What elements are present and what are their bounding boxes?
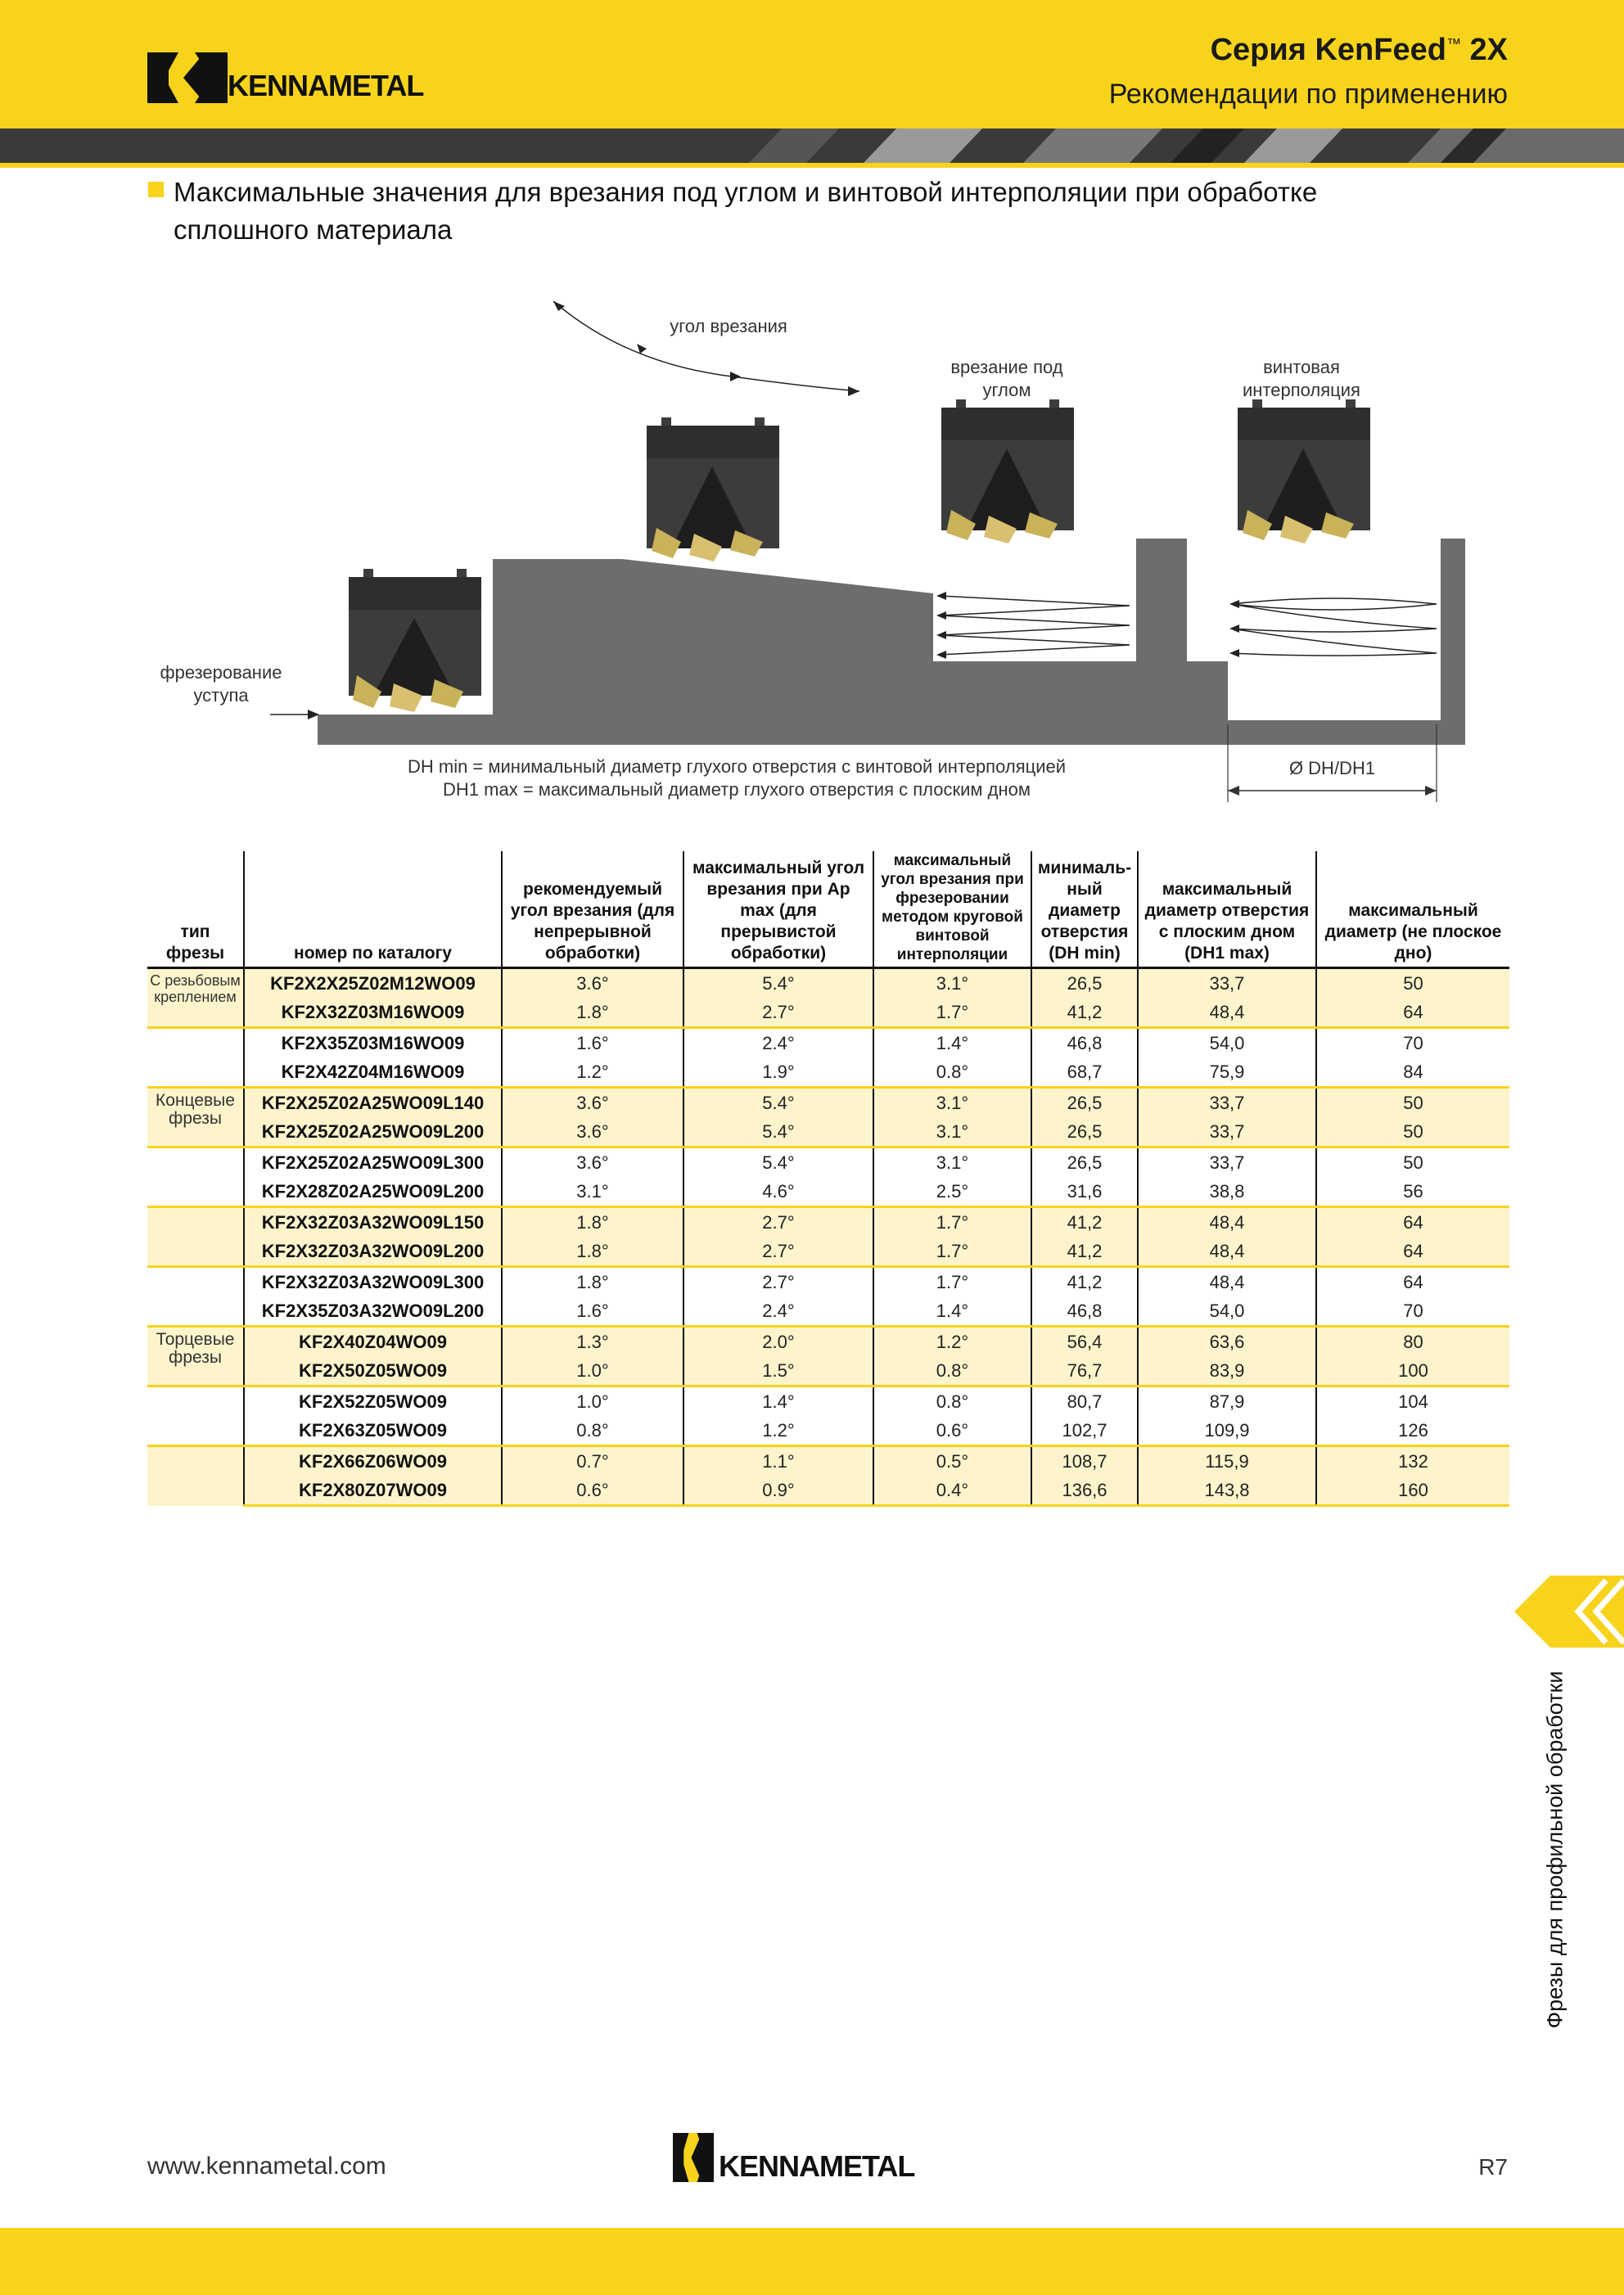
- rec-angle-cell: 1.0°: [502, 1356, 683, 1386]
- dh-min-cell: 26,5: [1031, 1117, 1138, 1148]
- cutter-ramp-top-icon: [647, 417, 779, 561]
- table-row: [147, 1148, 1509, 1178]
- catalog-cell: KF2X35Z03M16WO09: [244, 1028, 502, 1058]
- rec-angle-cell: 1.2°: [502, 1057, 683, 1088]
- header-subtitle: Рекомендации по применению: [1108, 79, 1508, 110]
- table-row: [147, 1416, 1509, 1446]
- helical-angle-cell: 1.4°: [873, 1028, 1031, 1058]
- dh-min-cell: 46,8: [1031, 1296, 1138, 1327]
- max-angle-cell: 1.4°: [683, 1386, 873, 1417]
- catalog-cell: KF2X25Z02A25WO09L140: [244, 1088, 502, 1118]
- footer-band: [0, 2228, 1624, 2295]
- header-stripe: [0, 129, 1624, 163]
- col-header-dh1-max: максимальный диаметр отверстия с плоским дном (DH1 max): [1138, 851, 1316, 968]
- helical-angle-cell: 2.5°: [873, 1177, 1031, 1207]
- max-dia-cell: 56: [1316, 1177, 1509, 1207]
- max-angle-cell: 1.1°: [683, 1446, 873, 1477]
- table-row: [147, 1117, 1509, 1148]
- table-row: [147, 1476, 1509, 1506]
- dh1-max-cell: 48,4: [1138, 1237, 1316, 1267]
- table-row: [147, 1386, 1509, 1417]
- catalog-cell: KF2X42Z04M16WO09: [244, 1057, 502, 1088]
- section-title: Максимальные значения для врезания под углом и винтовой интерполяции при обработке сплошного материала: [174, 177, 1318, 245]
- helical-angle-cell: 0.8°: [873, 1386, 1031, 1417]
- type-cell-end: Концевые фрезы: [147, 1088, 244, 1148]
- max-dia-cell: 84: [1316, 1057, 1509, 1088]
- dh1-max-cell: 83,9: [1138, 1356, 1316, 1386]
- label-ramping: [917, 356, 1097, 402]
- max-dia-cell: 50: [1316, 1148, 1509, 1178]
- label-ramping-line2: углом: [982, 380, 1031, 400]
- catalog-cell: KF2X50Z05WO09: [244, 1356, 502, 1386]
- dh-min-cell: 68,7: [1031, 1057, 1138, 1088]
- dh1-max-cell: 33,7: [1138, 1117, 1316, 1148]
- machining-diagram: [0, 278, 1624, 818]
- helical-angle-cell: 0.8°: [873, 1057, 1031, 1088]
- max-dia-cell: 126: [1316, 1416, 1509, 1446]
- max-angle-cell: 2.0°: [683, 1327, 873, 1357]
- catalog-cell: KF2X66Z06WO09: [244, 1446, 502, 1477]
- type-cell-empty: [147, 1446, 244, 1506]
- page-number: R7: [1478, 2154, 1508, 2180]
- label-diameter: Ø DH/DH1: [1288, 758, 1376, 778]
- dh1-max-cell: 54,0: [1138, 1028, 1316, 1058]
- col-header-max-angle: максимальный угол врезания при Ap max (для прерывистой обработки): [683, 851, 873, 968]
- rec-angle-cell: 1.3°: [502, 1327, 683, 1357]
- cutter-helical-icon: [1238, 399, 1370, 543]
- max-angle-cell: 1.5°: [683, 1356, 873, 1386]
- dh-min-cell: 108,7: [1031, 1446, 1138, 1477]
- max-angle-cell: 2.7°: [683, 1267, 873, 1297]
- dh-min-cell: 26,5: [1031, 968, 1138, 999]
- dh1-max-cell: 63,6: [1138, 1327, 1316, 1357]
- max-angle-cell: 2.7°: [683, 1207, 873, 1238]
- dh1-max-cell: 38,8: [1138, 1177, 1316, 1207]
- rec-angle-cell: 0.6°: [502, 1476, 683, 1506]
- dh1-max-cell: 33,7: [1138, 1088, 1316, 1118]
- table-row: [147, 1446, 1509, 1477]
- kennametal-k-icon: [673, 2133, 714, 2182]
- max-dia-cell: 50: [1316, 1117, 1509, 1148]
- table-row: [147, 1356, 1509, 1386]
- max-dia-cell: 50: [1316, 1088, 1509, 1118]
- max-dia-cell: 50: [1316, 968, 1509, 999]
- catalog-cell: KF2X25Z02A25WO09L200: [244, 1117, 502, 1148]
- label-shoulder-line2: уступа: [193, 685, 249, 706]
- max-dia-cell: 64: [1316, 998, 1509, 1028]
- max-dia-cell: 64: [1316, 1267, 1509, 1297]
- catalog-cell: KF2X63Z05WO09: [244, 1416, 502, 1446]
- type-cell-empty: [147, 1267, 244, 1327]
- dh-min-cell: 41,2: [1031, 998, 1138, 1028]
- table-row: [147, 1088, 1509, 1118]
- rec-angle-cell: 1.6°: [502, 1296, 683, 1327]
- col-header-max-dia: максимальный диаметр (не плоское дно): [1316, 851, 1509, 968]
- note-dh-min: DH min = минимальный диаметр глухого отверстия с винтовой интерполяцией: [407, 756, 1067, 777]
- helical-angle-cell: 1.4°: [873, 1296, 1031, 1327]
- max-angle-cell: 5.4°: [683, 968, 873, 999]
- table-row: [147, 998, 1509, 1028]
- type-cell-screw: С резьбовым креплением: [147, 968, 244, 1028]
- rec-angle-cell: 1.8°: [502, 998, 683, 1028]
- footer-logo: [673, 2133, 951, 2187]
- dh-min-cell: 26,5: [1031, 1148, 1138, 1178]
- series-suffix: 2X: [1460, 33, 1508, 67]
- header-yellow-line: [0, 163, 1624, 168]
- catalog-cell: KF2X52Z05WO09: [244, 1386, 502, 1417]
- col-header-catalog: номер по каталогу: [244, 851, 502, 968]
- type-cell-shell: Торцевые фрезы: [147, 1327, 244, 1386]
- cutter-shoulder-icon: [349, 569, 481, 712]
- type-cell-empty: [147, 1207, 244, 1267]
- dh-min-cell: 41,2: [1031, 1267, 1138, 1297]
- rec-angle-cell: 1.0°: [502, 1386, 683, 1417]
- helical-angle-cell: 0.5°: [873, 1446, 1031, 1477]
- catalog-cell: KF2X32Z03A32WO09L150: [244, 1207, 502, 1238]
- dh-min-cell: 26,5: [1031, 1088, 1138, 1118]
- table-row: [147, 1267, 1509, 1297]
- table-row: [147, 968, 1509, 999]
- helical-angle-cell: 3.1°: [873, 968, 1031, 999]
- max-dia-cell: 100: [1316, 1356, 1509, 1386]
- helical-angle-cell: 3.1°: [873, 1088, 1031, 1118]
- helical-angle-cell: 0.8°: [873, 1356, 1031, 1386]
- cutter-ramping-icon: [941, 399, 1074, 543]
- dh1-max-cell: 48,4: [1138, 1267, 1316, 1297]
- helical-angle-cell: 3.1°: [873, 1148, 1031, 1178]
- dh1-max-cell: 33,7: [1138, 1148, 1316, 1178]
- footer-url[interactable]: www.kennametal.com: [147, 2153, 386, 2180]
- type-cell-empty: [147, 1028, 244, 1088]
- rec-angle-cell: 3.6°: [502, 1088, 683, 1118]
- catalog-cell: KF2X2X25Z02M12WO09: [244, 968, 502, 999]
- dh1-max-cell: 115,9: [1138, 1446, 1316, 1477]
- table-header-row: [147, 851, 1509, 968]
- series-tm: ™: [1446, 35, 1461, 52]
- table-row: [147, 1177, 1509, 1207]
- dh1-max-cell: 48,4: [1138, 998, 1316, 1028]
- helical-angle-cell: 1.7°: [873, 1207, 1031, 1238]
- header-logo: [147, 51, 426, 105]
- dh-min-cell: 31,6: [1031, 1177, 1138, 1207]
- dh1-max-cell: 109,9: [1138, 1416, 1316, 1446]
- max-dia-cell: 64: [1316, 1237, 1509, 1267]
- max-dia-cell: 132: [1316, 1446, 1509, 1477]
- catalog-cell: KF2X32Z03M16WO09: [244, 998, 502, 1028]
- col-header-rec-angle: рекомендуемый угол врезания (для непрерывной обработки): [502, 851, 683, 968]
- shoulder-arrowhead: [308, 710, 319, 719]
- dh-min-cell: 46,8: [1031, 1028, 1138, 1058]
- helical-angle-cell: 1.7°: [873, 1267, 1031, 1297]
- max-dia-cell: 70: [1316, 1028, 1509, 1058]
- series-title: [1211, 33, 1508, 68]
- rec-angle-cell: 1.8°: [502, 1267, 683, 1297]
- catalog-cell: KF2X25Z02A25WO09L300: [244, 1148, 502, 1178]
- type-cell-empty: [147, 1386, 244, 1446]
- table-row: [147, 1296, 1509, 1327]
- dh-min-cell: 41,2: [1031, 1207, 1138, 1238]
- rec-angle-cell: 3.6°: [502, 968, 683, 999]
- side-tab-label: [1498, 1662, 1613, 2038]
- rec-angle-cell: 1.8°: [502, 1207, 683, 1238]
- table-row: [147, 1237, 1509, 1267]
- helical-angle-cell: 1.7°: [873, 998, 1031, 1028]
- max-dia-cell: 104: [1316, 1386, 1509, 1417]
- helical-angle-cell: 1.7°: [873, 1237, 1031, 1267]
- dh1-max-cell: 54,0: [1138, 1296, 1316, 1327]
- catalog-cell: KF2X32Z03A32WO09L300: [244, 1267, 502, 1297]
- helical-angle-cell: 1.2°: [873, 1327, 1031, 1357]
- col-header-max-helical: максимальный угол врезания при фрезеровании методом круговой винтовой интерполяции: [873, 851, 1031, 968]
- dh-min-cell: 76,7: [1031, 1356, 1138, 1386]
- max-angle-cell: 5.4°: [683, 1117, 873, 1148]
- rec-angle-cell: 3.6°: [502, 1117, 683, 1148]
- max-dia-cell: 80: [1316, 1327, 1509, 1357]
- header-brand-name: KENNAMETAL: [228, 69, 424, 102]
- label-ramp-angle: угол врезания: [670, 316, 787, 336]
- table-row: [147, 1327, 1509, 1357]
- label-shoulder: [139, 661, 303, 707]
- table-row: [147, 1207, 1509, 1238]
- type-cell-empty: [147, 1148, 244, 1207]
- kennametal-k-icon: [147, 52, 228, 103]
- dh1-max-cell: 75,9: [1138, 1057, 1316, 1088]
- cutter-data-table: [147, 851, 1509, 1507]
- label-helical: [1211, 356, 1392, 402]
- max-angle-cell: 0.9°: [683, 1476, 873, 1506]
- max-dia-cell: 70: [1316, 1296, 1509, 1327]
- dh-min-cell: 41,2: [1031, 1237, 1138, 1267]
- dh-min-cell: 102,7: [1031, 1416, 1138, 1446]
- max-angle-cell: 2.4°: [683, 1296, 873, 1327]
- rec-angle-cell: 0.7°: [502, 1446, 683, 1477]
- helical-pocket: [1228, 593, 1441, 720]
- max-angle-cell: 2.7°: [683, 998, 873, 1028]
- rec-angle-cell: 1.6°: [502, 1028, 683, 1058]
- series-prefix: Серия KenFeed: [1210, 33, 1446, 67]
- dh-min-cell: 136,6: [1031, 1476, 1138, 1506]
- chevron-left-icon: [1514, 1576, 1624, 1648]
- rec-angle-cell: 1.8°: [502, 1237, 683, 1267]
- col-header-type: тип фрезы: [147, 851, 244, 968]
- dh1-max-cell: 143,8: [1138, 1476, 1316, 1506]
- max-angle-cell: 4.6°: [683, 1177, 873, 1207]
- bullet-square-icon: [148, 182, 164, 197]
- dh1-max-cell: 87,9: [1138, 1386, 1316, 1417]
- col-header-dh-min: минималь-ный диаметр отверстия (DH min): [1031, 851, 1138, 968]
- helical-angle-cell: 3.1°: [873, 1117, 1031, 1148]
- table-row: [147, 1057, 1509, 1088]
- max-angle-cell: 1.9°: [683, 1057, 873, 1088]
- max-angle-cell: 2.7°: [683, 1237, 873, 1267]
- dh-min-cell: 56,4: [1031, 1327, 1138, 1357]
- dh1-max-cell: 33,7: [1138, 968, 1316, 999]
- rec-angle-cell: 3.1°: [502, 1177, 683, 1207]
- max-dia-cell: 64: [1316, 1207, 1509, 1238]
- rec-angle-cell: 0.8°: [502, 1416, 683, 1446]
- helical-angle-cell: 0.6°: [873, 1416, 1031, 1446]
- max-angle-cell: 5.4°: [683, 1148, 873, 1178]
- label-helical-line1: винтовая: [1263, 357, 1340, 377]
- side-tab-text: Фрезы для профильной обработки: [1542, 1671, 1568, 2029]
- label-shoulder-line1: фрезерование: [160, 662, 282, 683]
- dh1-max-cell: 48,4: [1138, 1207, 1316, 1238]
- footer-brand-name: KENNAMETAL: [719, 2149, 915, 2183]
- side-tab-chevron: [1514, 1576, 1624, 1648]
- catalog-cell: KF2X35Z03A32WO09L200: [244, 1296, 502, 1327]
- ramp-pocket: [933, 593, 1136, 661]
- catalog-cell: KF2X80Z07WO09: [244, 1476, 502, 1506]
- label-helical-line2: интерполяция: [1243, 380, 1360, 400]
- label-ramping-line1: врезание под: [950, 357, 1063, 377]
- catalog-cell: KF2X32Z03A32WO09L200: [244, 1237, 502, 1267]
- table-row: [147, 1028, 1509, 1058]
- catalog-cell: KF2X40Z04WO09: [244, 1327, 502, 1357]
- max-angle-cell: 2.4°: [683, 1028, 873, 1058]
- max-dia-cell: 160: [1316, 1476, 1509, 1506]
- note-dh1-max: DH1 max = максимальный диаметр глухого отверстия с плоским дном: [443, 779, 1031, 800]
- catalog-cell: KF2X28Z02A25WO09L200: [244, 1177, 502, 1207]
- rec-angle-cell: 3.6°: [502, 1148, 683, 1178]
- dh-min-cell: 80,7: [1031, 1386, 1138, 1417]
- helical-angle-cell: 0.4°: [873, 1476, 1031, 1506]
- max-angle-cell: 1.2°: [683, 1416, 873, 1446]
- max-angle-cell: 5.4°: [683, 1088, 873, 1118]
